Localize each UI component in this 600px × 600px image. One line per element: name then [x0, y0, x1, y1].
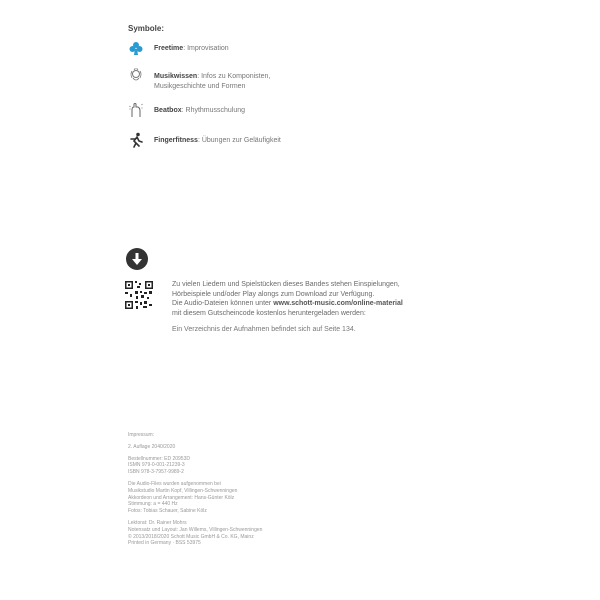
club-icon	[128, 40, 144, 56]
imprint-line: Stimmung: a = 440 Hz	[128, 501, 178, 508]
imprint-line: Fotos: Tobias Schauer, Sabine Kölz	[128, 508, 207, 515]
symbols-heading: Symbole:	[128, 24, 165, 33]
runner-icon	[128, 132, 144, 148]
imprint-line: Bestellnummer: ED 20953D	[128, 455, 190, 462]
audio-line: mit diesem Gutscheincode kostenlos heruntergeladen werden:	[172, 309, 366, 317]
imprint-line: ISMN 979-0-001-21239-3	[128, 462, 185, 469]
audio-line	[172, 299, 452, 309]
imprint-line: © 2013/2018/2020 Schott Music GmbH & Co. KG, Mainz	[128, 533, 254, 540]
imprint-heading: Impressum:	[128, 432, 155, 438]
imprint-line: Printed in Germany · BSS 53975	[128, 540, 201, 547]
audio-line-text: Die Audio-Dateien können unter	[172, 300, 274, 307]
symbol-desc: : Rhythmusschulung	[181, 107, 246, 114]
beatbox-icon	[128, 102, 144, 118]
symbol-text	[154, 136, 281, 146]
qr-code-icon	[124, 280, 154, 310]
symbol-title: Freetime	[154, 45, 184, 52]
symbol-row-fingerfitness	[128, 132, 448, 158]
symbol-desc: : Infos zu Komponisten,	[197, 73, 271, 80]
recordings-note: Ein Verzeichnis der Aufnahmen befindet sich auf Seite 134.	[172, 326, 356, 333]
symbol-text	[154, 106, 245, 116]
imprint-line: ISBN 978-3-7957-9989-2	[128, 469, 184, 476]
audio-download-info	[172, 280, 452, 318]
download-icon	[126, 248, 148, 270]
symbol-title: Beatbox	[154, 107, 182, 114]
symbol-desc-line2: Musikgeschichte und Formen	[154, 83, 246, 90]
audio-line: Zu vielen Liedern und Spielstücken dieses Bandes stehen Einspielungen,	[172, 281, 400, 288]
symbol-row-musikwissen	[128, 68, 448, 94]
audio-line: Hörbeispiele und/oder Play alongs zum Download zur Verfügung.	[172, 290, 375, 298]
symbol-desc: : Improvisation	[183, 45, 229, 52]
symbol-desc: : Übungen zur Geläufigkeit	[197, 137, 281, 144]
composer-icon	[128, 68, 144, 84]
symbol-text	[154, 44, 229, 54]
imprint-line: Notensatz und Layout: Jan Willems, Villingen-Schwenningen	[128, 526, 263, 533]
symbol-row-beatbox	[128, 102, 448, 128]
symbol-title: Fingerfitness	[154, 137, 198, 144]
imprint-line: Musikstudio Martin Kopf, Villingen-Schwenningen	[128, 487, 238, 494]
symbol-text	[154, 72, 270, 92]
imprint	[128, 432, 368, 547]
symbol-row-freetime	[128, 40, 448, 66]
symbol-title: Musikwissen	[154, 73, 198, 80]
imprint-line: Lektorat: Dr. Rainer Mohrs	[128, 519, 187, 526]
imprint-line: Die Audio-Files wurden aufgenommen bei	[128, 480, 221, 487]
online-material-link[interactable]: www.schott-music.com/online-material	[273, 300, 403, 307]
imprint-edition: 2. Auflage 2040/2020	[128, 443, 176, 450]
imprint-line: Akkordeon und Arrangement: Hans-Günter Kölz	[128, 494, 235, 501]
